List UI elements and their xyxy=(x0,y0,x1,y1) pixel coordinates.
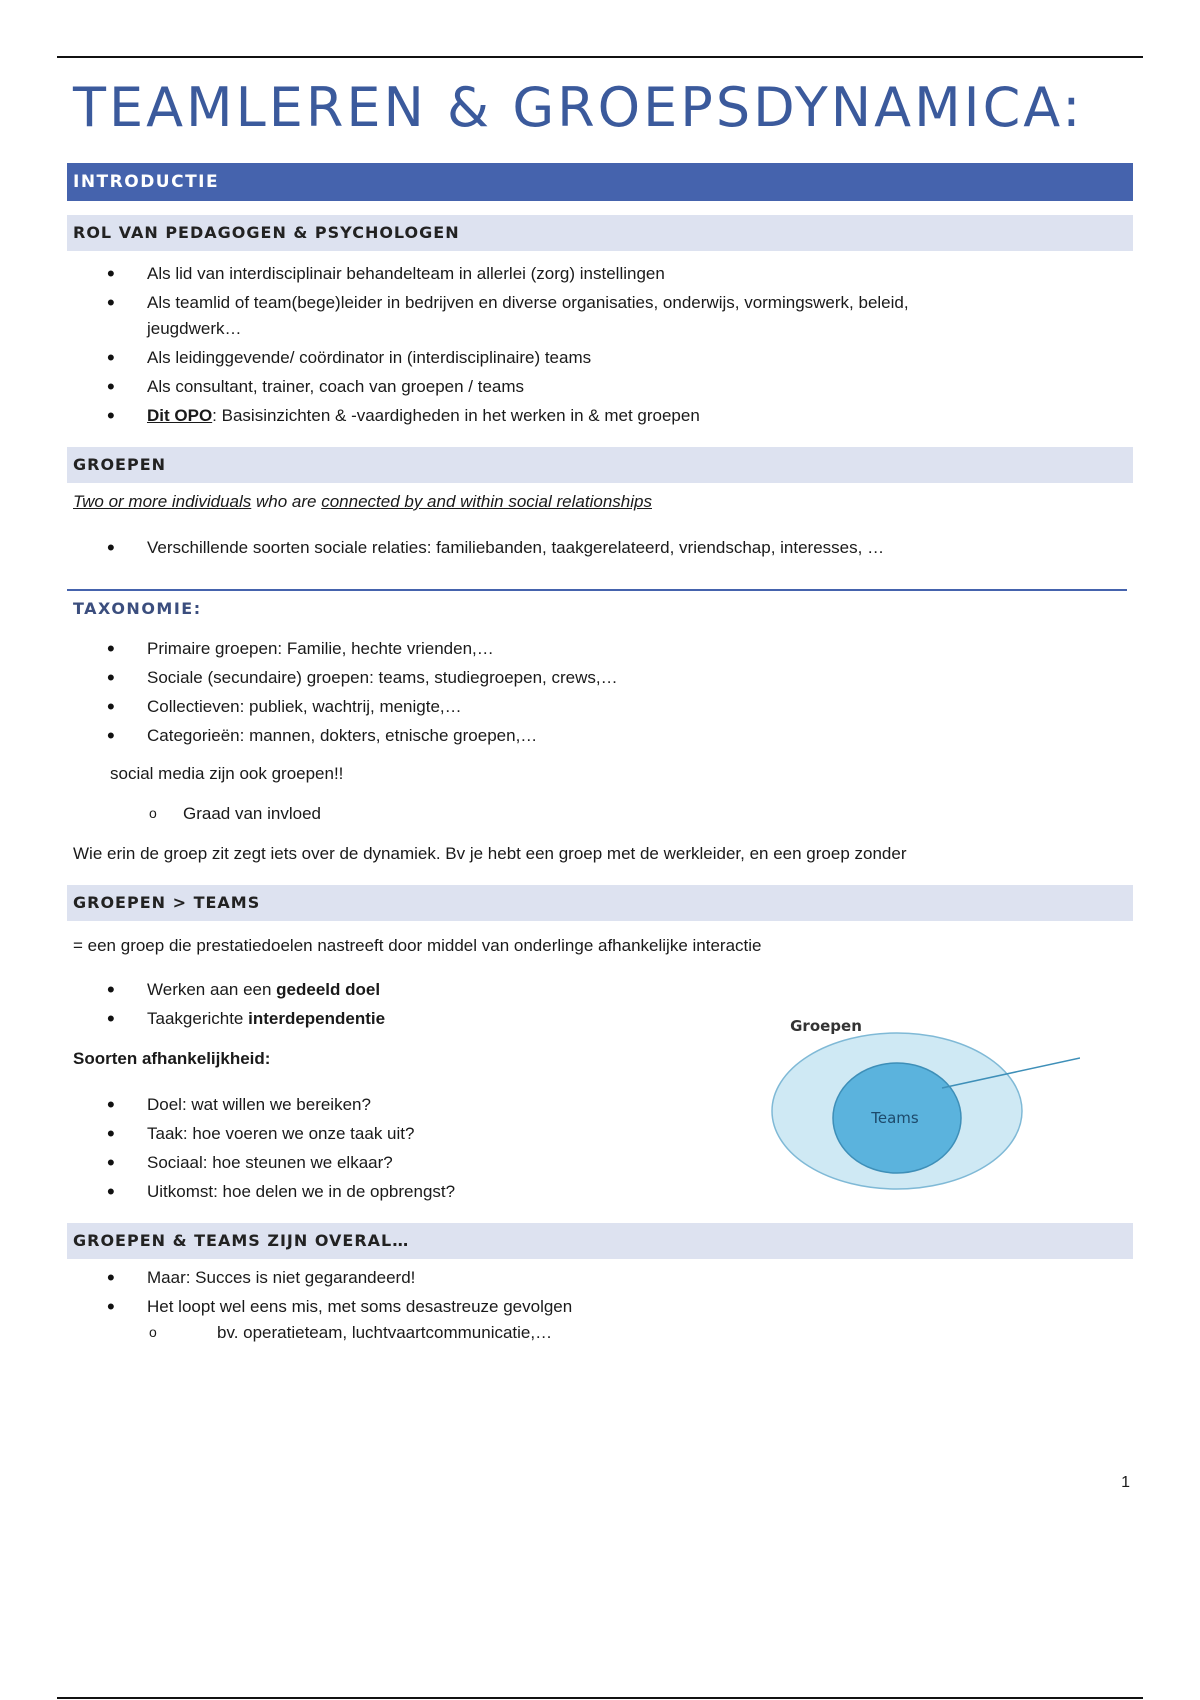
list-item: • Collectieven: publiek, wachtrij, menigte,… xyxy=(67,694,1133,720)
list-item: • Uitkomst: hoe delen we in de opbrengst? xyxy=(67,1179,1133,1205)
opo-label: Dit OPO xyxy=(147,405,213,425)
item-bold: gedeeld doel xyxy=(276,979,381,999)
item-text: Taakgerichte xyxy=(147,1008,249,1028)
heading-overal: GROEPEN & TEAMS ZIJN OVERAL… xyxy=(67,1223,1133,1259)
top-rule xyxy=(57,56,1143,58)
heading-groepen: GROEPEN xyxy=(67,447,1133,483)
def-part-1: Two or more individuals xyxy=(73,491,252,511)
def-part-2: who are xyxy=(251,491,322,511)
def-part-3: connected by and within social relationships xyxy=(321,491,652,511)
heading-rol: ROL VAN PEDAGOGEN & PSYCHOLOGEN xyxy=(67,215,1133,251)
diagram-label-teams: Teams xyxy=(871,1109,919,1127)
groepen-teams-diagram xyxy=(770,1010,1080,1195)
list-item: • Verschillende soorten sociale relaties: familiebanden, taakgerelateerd, vriendschap, interesses, … xyxy=(67,535,967,561)
list-item: • Maar: Succes is niet gegarandeerd! xyxy=(67,1265,1133,1291)
teams-definition: = een groep die prestatiedoelen nastreeft door middel van onderlinge afhankelijke interactie xyxy=(73,935,762,955)
taxonomie-list xyxy=(67,636,1133,749)
sub-item: o Graad van invloed xyxy=(67,801,1133,827)
social-media-note: social media zijn ook groepen!! xyxy=(110,763,344,783)
list-item: • Categorieën: mannen, dokters, etnische groepen,… xyxy=(67,723,1133,749)
opo-text: : Basisinzichten & -vaardigheden in het werken in & met groepen xyxy=(212,405,700,425)
list-item: • Doel: wat willen we bereiken? xyxy=(67,1092,1133,1118)
bottom-rule xyxy=(57,1697,1143,1699)
rol-list xyxy=(67,261,967,429)
overal-list xyxy=(67,1265,1133,1320)
heading-taxonomie: TAXONOMIE: xyxy=(73,598,202,618)
sub-item-text: bv. operatieteam, luchtvaartcommunicatie,… xyxy=(217,1322,553,1342)
list-item: • Sociaal: hoe steunen we elkaar? xyxy=(67,1150,1133,1176)
list-item: • Het loopt wel eens mis, met soms desastreuze gevolgen xyxy=(67,1294,1133,1320)
list-item: • Als lid van interdisciplinair behandelteam in allerlei (zorg) instellingen xyxy=(67,261,967,287)
sub-item xyxy=(67,1320,1133,1346)
taxonomie-paragraph: Wie erin de groep zit zegt iets over de dynamiek. Bv je hebt een groep met de werkleider, en een groep zonder xyxy=(73,843,907,863)
diagram-label-groepen: Groepen xyxy=(790,1017,862,1035)
item-bold: interdependentie xyxy=(248,1008,386,1028)
soorten-heading: Soorten afhankelijkheid: xyxy=(73,1048,271,1068)
groepen-list xyxy=(67,535,967,561)
groepen-definition xyxy=(67,489,1133,515)
list-item: • Primaire groepen: Familie, hechte vrienden,… xyxy=(67,636,1133,662)
list-item: • Sociale (secundaire) groepen: teams, studiegroepen, crews,… xyxy=(67,665,1133,691)
heading-teams: GROEPEN > TEAMS xyxy=(67,885,1133,921)
page-number: 1 xyxy=(1121,1474,1130,1491)
list-item: • Taak: hoe voeren we onze taak uit? xyxy=(67,1121,1133,1147)
section-introductie: INTRODUCTIE xyxy=(67,163,1133,201)
list-item: • Als teamlid of team(bege)leider in bedrijven en diverse organisaties, onderwijs, vormingswerk, beleid, jeugdwerk… xyxy=(67,290,967,342)
list-item: • Als consultant, trainer, coach van groepen / teams xyxy=(67,374,967,400)
section-divider xyxy=(67,589,1127,591)
list-item: • Als leidinggevende/ coördinator in (interdisciplinaire) teams xyxy=(67,345,967,371)
item-text: Werken aan een xyxy=(147,979,277,999)
list-item xyxy=(67,403,967,429)
document-title: TEAMLEREN & GROEPSDYNAMICA: xyxy=(73,76,1084,139)
list-item xyxy=(67,977,1133,1003)
